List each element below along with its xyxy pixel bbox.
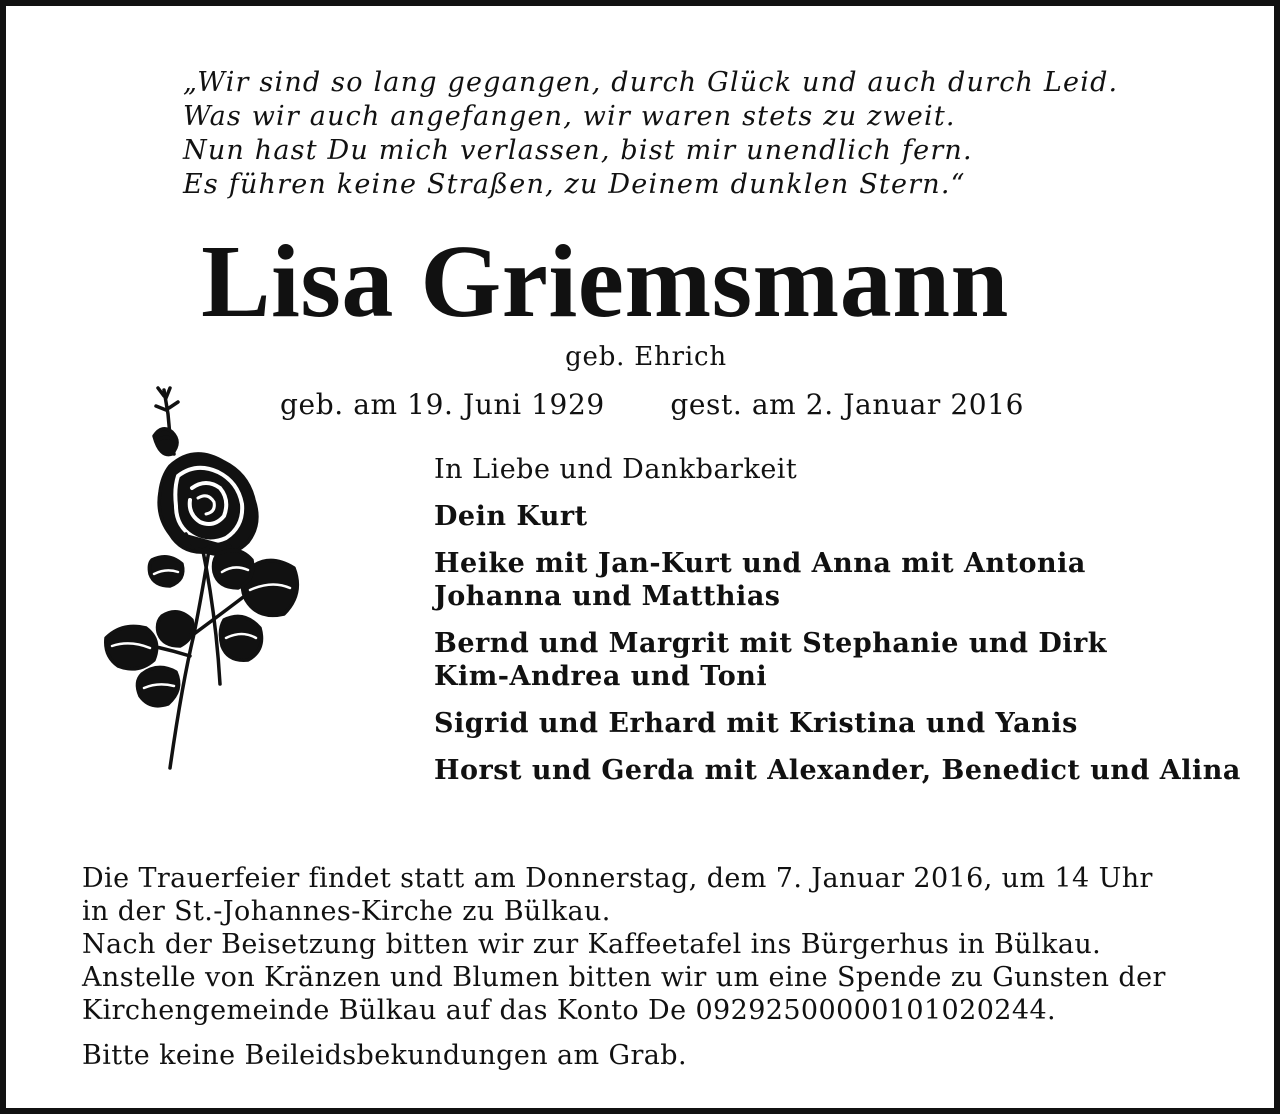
mourner-line: Johanna und Matthias <box>434 581 781 612</box>
poem <box>183 66 1118 202</box>
deceased-name: Lisa Griemsmann <box>201 224 1009 339</box>
poem-line: „Wir sind so lang gegangen, durch Glück und auch durch Leid. <box>183 67 1119 98</box>
mourners-intro: In Liebe und Dankbarkeit <box>434 454 798 485</box>
life-dates <box>280 387 1024 423</box>
service-line: in der St.-Johannes-Kirche zu Bülkau. <box>82 896 611 927</box>
mourner-group <box>434 547 1241 613</box>
mourner-group <box>434 500 1241 533</box>
mourner-group <box>434 707 1241 740</box>
mourner-group <box>434 627 1241 693</box>
service-line: Anstelle von Kränzen und Blumen bitten wir um eine Spende zu Gunsten der <box>82 962 1166 993</box>
mourner-line: Horst und Gerda mit Alexander, Benedict und Alina <box>434 755 1241 786</box>
death-date: gest. am 2. Januar 2016 <box>670 388 1025 421</box>
mourner-line: Heike mit Jan-Kurt und Anna mit Antonia <box>434 548 1086 579</box>
poem-line: Was wir auch angefangen, wir waren stets zu zweit. <box>183 101 956 132</box>
mourner-line: Sigrid und Erhard mit Kristina und Yanis <box>434 708 1078 739</box>
mourner-group <box>434 754 1241 787</box>
service-line: Nach der Beisetzung bitten wir zur Kaffeetafel ins Bürgerhus in Bülkau. <box>82 929 1102 960</box>
birth-date: geb. am 19. Juni 1929 <box>280 388 605 421</box>
closing-note: Bitte keine Beileidsbekundungen am Grab. <box>82 1040 687 1071</box>
poem-line: Es führen keine Straßen, zu Deinem dunklen Stern.“ <box>183 169 966 200</box>
poem-line: Nun hast Du mich verlassen, bist mir unendlich fern. <box>183 135 973 166</box>
mourner-line: Bernd und Margrit mit Stephanie und Dirk <box>434 628 1107 659</box>
mourner-line: Dein Kurt <box>434 501 588 532</box>
service-line: Kirchengemeinde Bülkau auf das Konto De 09292500000101020244. <box>82 995 1057 1026</box>
service-line: Die Trauerfeier findet statt am Donnerstag, dem 7. Januar 2016, um 14 Uhr <box>82 863 1153 894</box>
rose-icon <box>98 384 303 774</box>
service-info <box>82 862 1166 1072</box>
mourners-list <box>434 453 1241 801</box>
mourner-line: Kim-Andrea und Toni <box>434 661 768 692</box>
maiden-name: geb. Ehrich <box>565 342 727 372</box>
